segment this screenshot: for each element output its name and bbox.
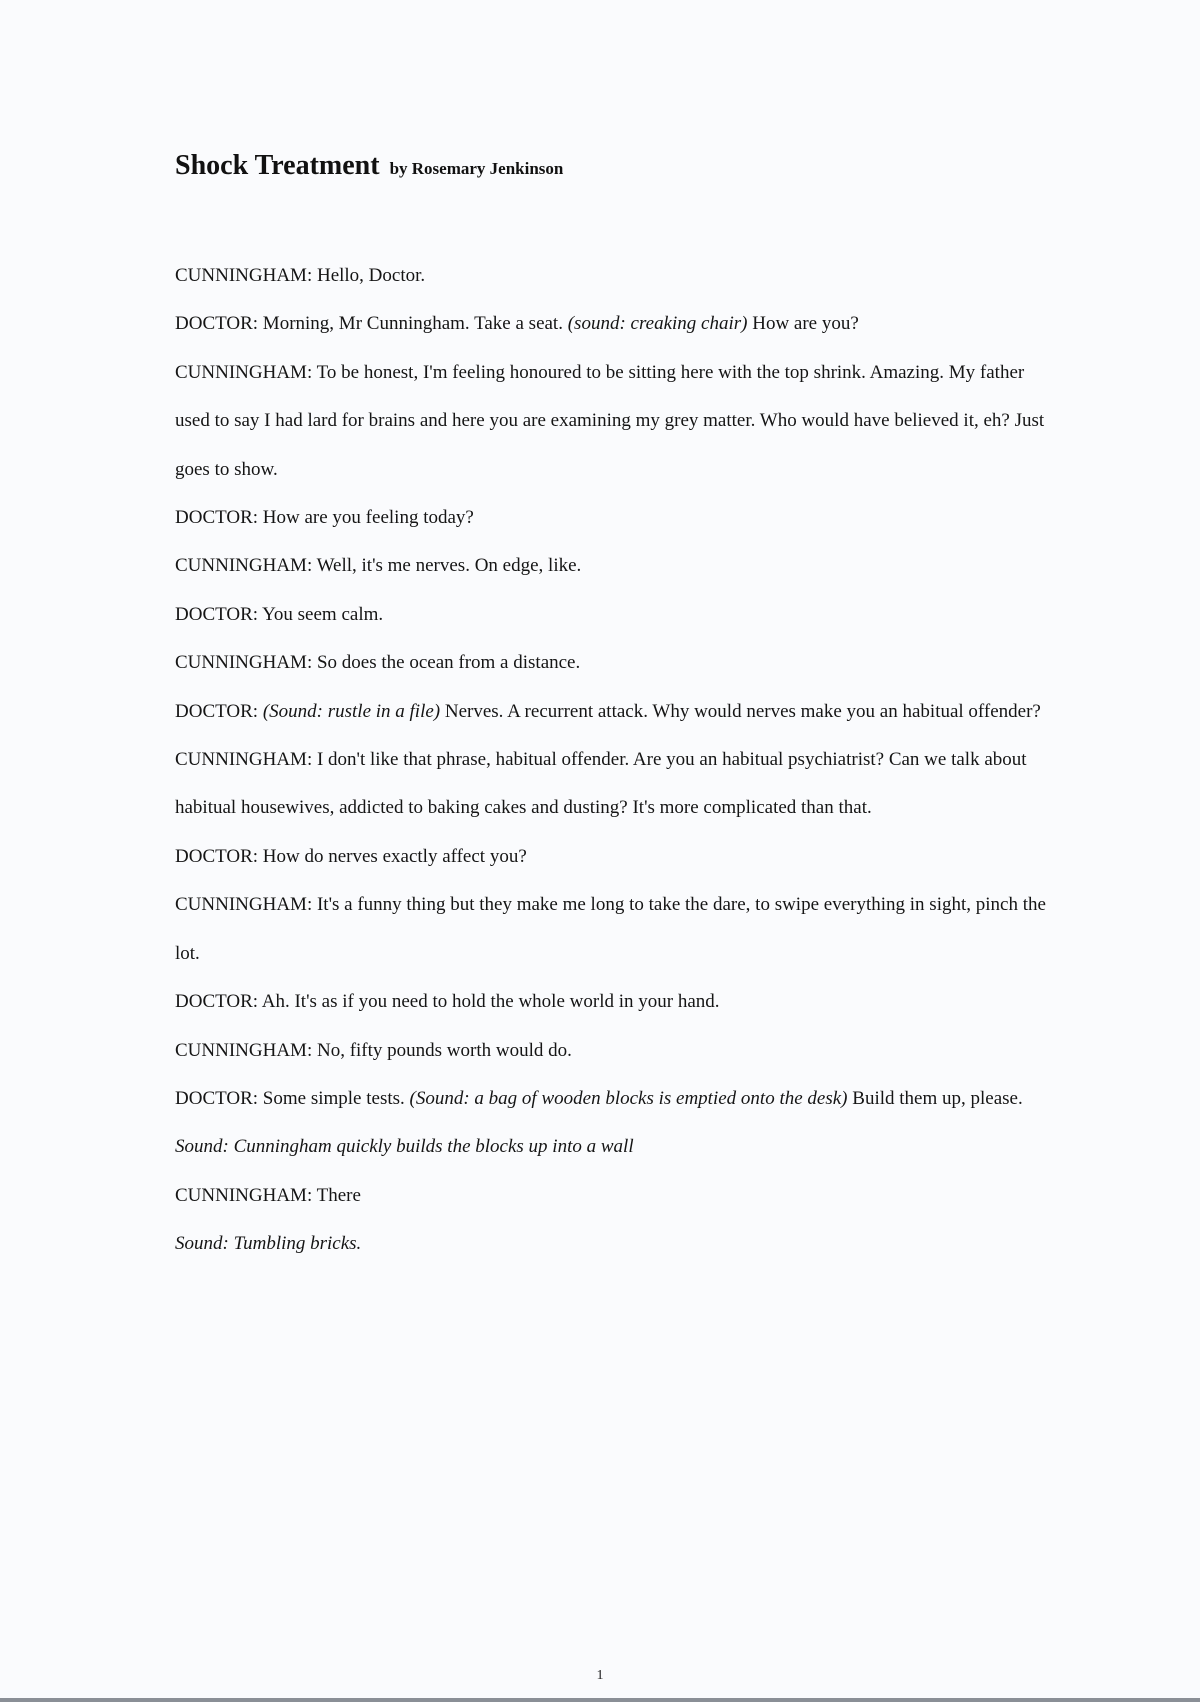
line-text: DOCTOR: How do nerves exactly affect you? — [175, 845, 527, 867]
author-byline: by Rosemary Jenkinson — [389, 159, 564, 178]
line-text: How are you? — [747, 313, 859, 335]
title-line — [175, 150, 563, 182]
line-text: Nerves. A recurrent attack. Why would nerves make you an habitual offender? — [440, 700, 1041, 722]
script-line — [175, 591, 1055, 639]
script-line — [175, 1075, 1055, 1123]
scan-edge — [0, 1698, 1200, 1702]
line-text: CUNNINGHAM: To be honest, I'm feeling honoured to be sitting here with the top shrink. Amazing. My father used to say I had lard for brains and here you are examining my grey matter. Who would have believed it, eh? Just goes to show. — [175, 361, 1045, 480]
line-text: DOCTOR: — [175, 700, 263, 722]
line-text: CUNNINGHAM: So does the ocean from a distance. — [175, 652, 581, 674]
line-text: CUNNINGHAM: Well, it's me nerves. On edge, like. — [175, 555, 582, 577]
stage-direction: Sound: Cunningham quickly builds the blocks up into a wall — [175, 1136, 634, 1158]
script-line — [175, 1220, 1055, 1268]
script-line — [175, 300, 1055, 348]
line-text: CUNNINGHAM: It's a funny thing but they make me long to take the dare, to swipe everything in sight, pinch the lot. — [175, 894, 1046, 964]
line-text: DOCTOR: How are you feeling today? — [175, 507, 474, 529]
line-text: DOCTOR: You seem calm. — [175, 603, 384, 625]
script-line — [175, 494, 1055, 542]
stage-direction: (Sound: rustle in a file) — [262, 700, 441, 722]
line-text: DOCTOR: Morning, Mr Cunningham. Take a seat. — [175, 313, 568, 335]
script-line — [175, 542, 1055, 590]
line-text: CUNNINGHAM: No, fifty pounds worth would do. — [175, 1039, 572, 1061]
dialogue-body — [175, 252, 1055, 1269]
line-text: CUNNINGHAM: Hello, Doctor. — [175, 265, 426, 286]
line-text: DOCTOR: Some simple tests. — [175, 1087, 410, 1109]
script-line — [175, 978, 1055, 1026]
script-line — [175, 1027, 1055, 1075]
stage-direction: Sound: Tumbling bricks. — [175, 1233, 362, 1255]
script-line — [175, 639, 1055, 687]
page-number: 1 — [596, 1668, 604, 1683]
script-line — [175, 688, 1055, 736]
script-line — [175, 349, 1055, 494]
stage-direction: (sound: creaking chair) — [567, 313, 748, 335]
script-line — [175, 736, 1055, 833]
script-line — [175, 1123, 1055, 1171]
script-line — [175, 833, 1055, 881]
script-line — [175, 1172, 1055, 1220]
script-line — [175, 881, 1055, 978]
line-text: DOCTOR: Ah. It's as if you need to hold the whole world in your hand. — [175, 991, 720, 1013]
stage-direction: (Sound: a bag of wooden blocks is emptied onto the desk) — [409, 1087, 848, 1109]
script-line — [175, 252, 1055, 300]
line-text: CUNNINGHAM: There — [175, 1184, 361, 1206]
line-text: CUNNINGHAM: I don't like that phrase, habitual offender. Are you an habitual psychiatrist? Can we talk about habitual housewives, addicted to baking cakes and dusting? It's more complicated than that. — [175, 749, 1027, 819]
line-text: Build them up, please. — [847, 1087, 1023, 1109]
play-title: Shock Treatment — [175, 150, 380, 181]
